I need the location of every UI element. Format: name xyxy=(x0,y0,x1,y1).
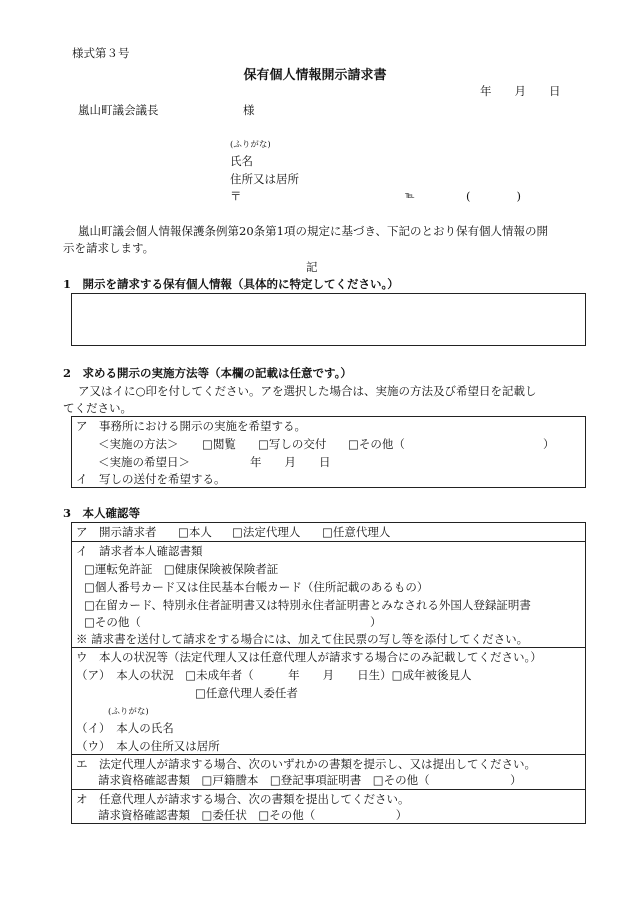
principal-address-label: （ウ） 本人の住所又は居所 xyxy=(76,739,220,753)
principal-status-label: ウ 本人の状況等（法定代理人又は任意代理人が請求する場合にのみ記載してください。） xyxy=(76,650,542,664)
id-docs-label: イ 請求者本人確認書類 xyxy=(76,544,203,558)
method-other-checkbox[interactable]: □その他（ xyxy=(348,437,405,451)
principal-voluntary-checkbox[interactable]: □任意代理人委任者 xyxy=(195,686,298,700)
legal-agent-docs-line[interactable]: 請求資格確認書類 □戸籍謄本 □登記事項証明書 □その他（ ） xyxy=(98,773,522,787)
section1-heading: 1 開示を請求する保有個人情報（具体的に特定してください。） xyxy=(63,277,399,291)
date-line: 年 月 日 xyxy=(480,84,561,98)
method-other-close: ） xyxy=(543,437,555,451)
honorific: 様 xyxy=(243,103,255,117)
section3-heading: 3 本人確認等 xyxy=(63,506,141,520)
ki-label: 記 xyxy=(306,260,318,274)
requester-legal-agent-checkbox[interactable]: □法定代理人 xyxy=(232,525,301,539)
option-a-label[interactable]: ア 事務所における開示の実施を希望する。 xyxy=(76,419,306,433)
intro-line-1: 嵐山町議会個人情報保護条例第20条第1項の規定に基づき、下記のとおり保有個人情報の開 xyxy=(78,224,548,238)
postal-mark: 〒 xyxy=(230,189,242,203)
applicant-address-label: 住所又は居所 xyxy=(230,172,299,186)
section2-heading: 2 求める開示の実施方法等（本欄の記載は任意です。） xyxy=(63,366,352,380)
voluntary-agent-docs-label: オ 任意代理人が請求する場合、次の書類を提出してください。 xyxy=(76,792,410,806)
principal-name-label: （イ） 本人の氏名 xyxy=(76,721,174,735)
page-title: 保有個人情報開示請求書 xyxy=(243,68,387,83)
id-docs-line-3[interactable]: □在留カード、特別永住者証明書又は特別永住者証明書とみなされる外国人登録証明書 xyxy=(84,598,531,612)
date-label: ＜実施の希望日＞ xyxy=(98,455,190,469)
section2-note-1: ア又はイに○印を付してください。アを選択した場合は、実施の方法及び希望日を記載し xyxy=(78,384,537,398)
addressee: 嵐山町議会議長 xyxy=(78,103,159,117)
requested-info-box[interactable] xyxy=(71,293,586,346)
id-docs-other-close: ） xyxy=(370,615,382,629)
applicant-name-label: 氏名 xyxy=(230,154,253,168)
date-value[interactable]: 年 月 日 xyxy=(250,455,331,469)
requester-self-checkbox[interactable]: □本人 xyxy=(178,525,212,539)
id-docs-other-checkbox[interactable]: □その他（ xyxy=(84,615,141,629)
tel-parens: ( ) xyxy=(466,189,521,203)
divider xyxy=(71,754,586,755)
voluntary-agent-docs-line[interactable]: 請求資格確認書類 □委任状 □その他（ ） xyxy=(98,808,408,822)
section2-note-2: てください。 xyxy=(63,401,132,415)
form-number: 様式第３号 xyxy=(72,46,130,60)
intro-line-2: 示を請求します。 xyxy=(63,241,155,255)
method-copy-checkbox[interactable]: □写しの交付 xyxy=(258,437,327,451)
tel-mark: ℡ xyxy=(405,191,415,201)
requester-voluntary-agent-checkbox[interactable]: □任意代理人 xyxy=(322,525,391,539)
method-label: ＜実施の方法＞ xyxy=(98,437,179,451)
principal-status-line[interactable]: （ア） 本人の状況 □未成年者（ 年 月 日生）□成年被後見人 xyxy=(76,668,472,682)
id-docs-note: ※ 請求書を送付して請求をする場合には、加えて住民票の写し等を添付してください。 xyxy=(76,632,529,646)
divider xyxy=(71,789,586,790)
id-docs-line-1[interactable]: □運転免許証 □健康保険被保険者証 xyxy=(84,562,279,576)
method-view-checkbox[interactable]: □閲覧 xyxy=(202,437,236,451)
divider xyxy=(71,647,586,648)
option-b-label[interactable]: イ 写しの送付を希望する。 xyxy=(76,472,226,486)
legal-agent-docs-label: エ 法定代理人が請求する場合、次のいずれかの書類を提示し、又は提出してください。 xyxy=(76,757,536,771)
divider xyxy=(71,541,586,542)
requester-label: ア 開示請求者 xyxy=(76,525,157,539)
id-docs-line-2[interactable]: □個人番号カード又は住民基本台帳カード（住所記載のあるもの） xyxy=(84,580,429,594)
applicant-furigana-label: (ふりがな) xyxy=(230,140,271,150)
principal-furigana-label: (ふりがな) xyxy=(108,707,149,717)
